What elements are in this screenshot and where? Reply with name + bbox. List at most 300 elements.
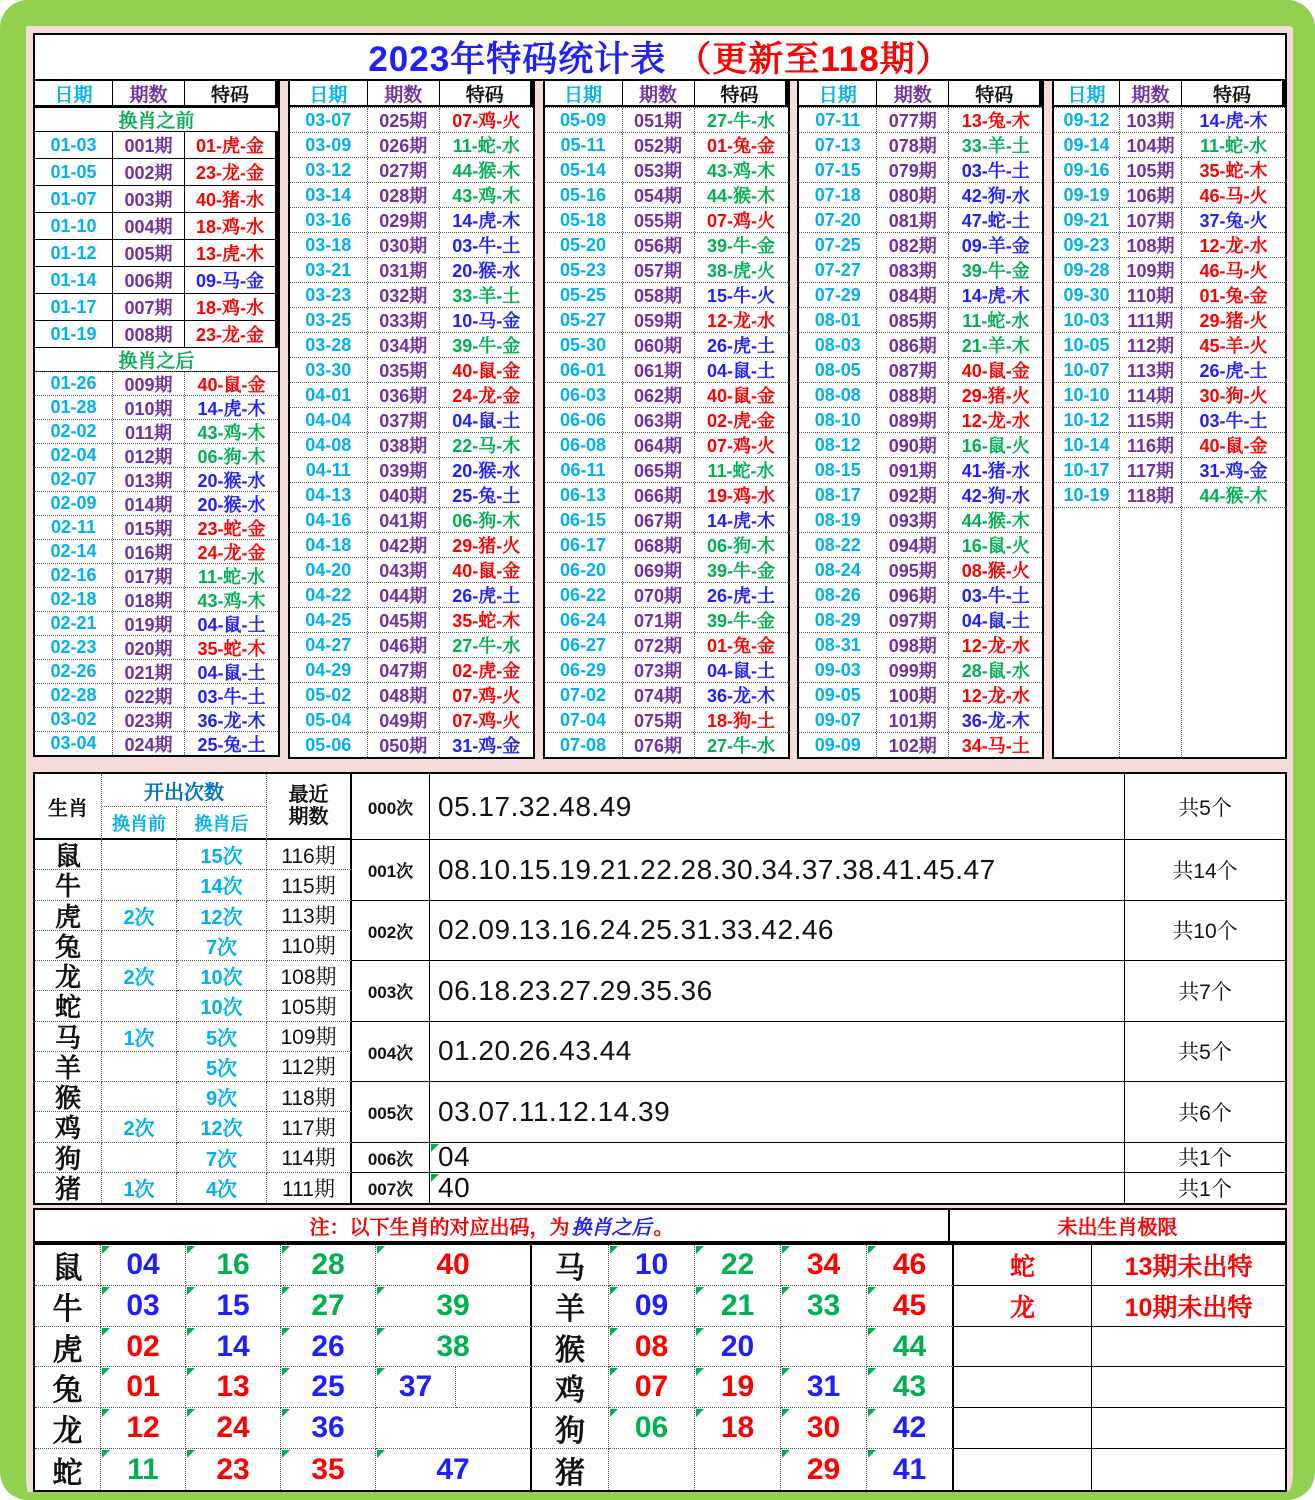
code-cell: 28-鼠-水 xyxy=(961,661,1030,681)
code-cell: 20-猴-水 xyxy=(197,494,266,515)
code-cell: 27-牛-水 xyxy=(452,636,521,656)
group-header-row xyxy=(290,81,533,107)
recent-period-cell: 110期 xyxy=(267,931,352,961)
map-number-cell: 15 xyxy=(186,1286,281,1327)
phase-subheader: 换肖之后 xyxy=(35,347,278,372)
code-cell: 13-虎-木 xyxy=(185,240,278,266)
code-cell: 46-马-火 xyxy=(1199,261,1268,281)
date-cell: 06-03 xyxy=(545,383,623,407)
date-cell: 05-23 xyxy=(545,258,623,282)
date-cell: 05-16 xyxy=(545,183,623,207)
map-number-cell: 10 xyxy=(609,1245,695,1286)
date-cell: 08-10 xyxy=(799,408,877,432)
date-cell: 03-30 xyxy=(290,358,368,382)
map-zodiac-cell: 兔 xyxy=(35,1367,101,1408)
count-before-cell: 2次 xyxy=(102,1112,177,1142)
period-cell: 072期 xyxy=(623,633,695,657)
freq-total-cell: 共7个 xyxy=(1125,961,1285,1022)
count-before-cell xyxy=(102,1082,177,1112)
table-row xyxy=(1054,382,1285,407)
code-cell: 06-狗-木 xyxy=(452,511,521,531)
period-cell: 051期 xyxy=(623,108,695,132)
date-header: 日期 xyxy=(290,81,368,105)
code-cell: 03-牛-土 xyxy=(961,161,1030,181)
date-cell: 03-23 xyxy=(290,283,368,307)
table-row xyxy=(290,157,533,182)
code-cell: 42-狗-水 xyxy=(961,186,1030,206)
date-cell: 06-17 xyxy=(545,533,623,557)
period-cell: 031期 xyxy=(368,258,440,282)
map-number-cell: 29 xyxy=(781,1449,867,1490)
period-cell: 021期 xyxy=(113,660,185,683)
date-cell: 08-08 xyxy=(799,383,877,407)
extreme-zodiac-cell: 龙 xyxy=(954,1286,1092,1327)
recent-period-cell: 113期 xyxy=(267,901,352,931)
code-cell: 14-虎-木 xyxy=(1199,111,1268,131)
table-row xyxy=(1054,182,1285,207)
code-cell: 04-鼠-土 xyxy=(706,661,775,681)
code-cell: 16-鼠-火 xyxy=(961,536,1030,556)
table-row xyxy=(545,182,788,207)
freq-numbers-cell: 04 xyxy=(430,1143,1125,1173)
table-row xyxy=(1054,207,1285,232)
zodiac-cell: 鼠 xyxy=(35,840,102,870)
code-cell: 12-龙-水 xyxy=(706,311,775,331)
count-before-cell: 2次 xyxy=(102,901,177,931)
table-row xyxy=(545,507,788,532)
date-cell: 02-28 xyxy=(35,684,113,707)
code-header: 特码 xyxy=(1182,81,1285,105)
table-row xyxy=(35,293,278,320)
map-number-cell: 30 xyxy=(781,1408,867,1449)
mapping-table xyxy=(33,1243,1287,1492)
period-group-3 xyxy=(543,79,790,759)
table-row xyxy=(545,332,788,357)
table-row xyxy=(35,515,278,539)
count-after-cell: 5次 xyxy=(177,1052,267,1082)
table-row xyxy=(35,731,278,755)
extreme-text-cell xyxy=(1092,1367,1285,1408)
period-cell: 073期 xyxy=(623,658,695,682)
code-cell: 04-鼠-土 xyxy=(961,611,1030,631)
period-cell: 086期 xyxy=(877,333,949,357)
map-number-cell: 18 xyxy=(695,1408,781,1449)
extreme-text-cell xyxy=(1092,1327,1285,1368)
date-cell: 05-02 xyxy=(290,683,368,707)
date-cell: 08-19 xyxy=(799,508,877,532)
map-number-cell: 25 xyxy=(281,1367,376,1408)
map-number-cell: 38 xyxy=(376,1327,532,1368)
map-number-cell: 22 xyxy=(695,1245,781,1286)
period-cell: 005期 xyxy=(113,240,185,266)
table-row xyxy=(545,607,788,632)
table-row xyxy=(1054,357,1285,382)
code-cell: 43-鸡-木 xyxy=(706,161,775,181)
period-cell: 081期 xyxy=(877,208,949,232)
table-row xyxy=(35,659,278,683)
date-header: 日期 xyxy=(799,81,877,105)
group-header-row xyxy=(1054,81,1285,107)
date-cell: 05-14 xyxy=(545,158,623,182)
period-cell: 111期 xyxy=(1120,308,1182,332)
period-cell: 058期 xyxy=(623,283,695,307)
table-row xyxy=(290,582,533,607)
code-cell: 39-牛-金 xyxy=(706,611,775,631)
date-cell: 09-09 xyxy=(799,733,877,757)
period-cell: 087期 xyxy=(877,358,949,382)
date-header: 日期 xyxy=(35,81,113,105)
code-cell: 03-牛-土 xyxy=(452,236,521,256)
count-before-cell xyxy=(102,991,177,1021)
period-cell: 016期 xyxy=(113,540,185,563)
map-zodiac-cell: 龙 xyxy=(35,1408,101,1449)
code-cell: 20-猴-水 xyxy=(452,261,521,281)
code-header: 特码 xyxy=(949,81,1042,105)
recent-period-cell: 111期 xyxy=(267,1173,352,1203)
date-cell: 07-04 xyxy=(545,708,623,732)
table-row xyxy=(290,557,533,582)
period-cell: 079期 xyxy=(877,158,949,182)
date-cell: 10-10 xyxy=(1054,383,1120,407)
period-cell: 083期 xyxy=(877,258,949,282)
freq-total-cell: 共5个 xyxy=(1125,1022,1285,1083)
map-zodiac-cell: 鸡 xyxy=(532,1367,609,1408)
table-row xyxy=(1054,307,1285,332)
period-group-4 xyxy=(797,79,1044,759)
zodiac-cell: 兔 xyxy=(35,931,102,961)
date-cell: 05-30 xyxy=(545,333,623,357)
count-after-cell: 12次 xyxy=(177,1112,267,1142)
table-row xyxy=(35,707,278,731)
date-cell: 01-10 xyxy=(35,213,113,239)
table-row xyxy=(799,707,1042,732)
table-row xyxy=(290,382,533,407)
code-cell: 40-鼠-金 xyxy=(1199,436,1268,456)
code-cell: 42-狗-水 xyxy=(961,486,1030,506)
date-cell: 07-02 xyxy=(545,683,623,707)
period-cell: 040期 xyxy=(368,483,440,507)
code-cell: 36-龙-木 xyxy=(961,711,1030,731)
date-cell: 03-09 xyxy=(290,133,368,157)
code-cell: 11-蛇-水 xyxy=(962,311,1030,331)
map-number-cell: 01 xyxy=(101,1367,186,1408)
map-number-cell: 24 xyxy=(186,1408,281,1449)
code-cell: 13-兔-木 xyxy=(961,111,1030,131)
code-cell: 33-羊-土 xyxy=(452,286,521,306)
table-row xyxy=(1054,232,1285,257)
date-cell: 07-15 xyxy=(799,158,877,182)
map-number-cell: 12 xyxy=(101,1408,186,1449)
date-cell: 06-01 xyxy=(545,358,623,382)
count-after-cell: 10次 xyxy=(177,991,267,1021)
period-cell: 043期 xyxy=(368,558,440,582)
recent-line1: 最近 xyxy=(288,784,329,806)
table-row xyxy=(799,732,1042,757)
date-cell: 05-11 xyxy=(545,133,623,157)
table-row xyxy=(545,682,788,707)
period-cell: 027期 xyxy=(368,158,440,182)
zodiac-cell: 蛇 xyxy=(35,991,102,1021)
table-row xyxy=(35,185,278,212)
date-cell: 03-28 xyxy=(290,333,368,357)
period-cell: 044期 xyxy=(368,583,440,607)
code-cell: 12-龙-水 xyxy=(961,686,1030,706)
date-cell: 02-09 xyxy=(35,492,113,515)
count-before-cell: 2次 xyxy=(102,961,177,991)
map-zodiac-cell: 羊 xyxy=(532,1286,609,1327)
date-cell: 06-11 xyxy=(545,458,623,482)
table-row xyxy=(290,107,533,132)
date-cell: 09-05 xyxy=(799,683,877,707)
date-cell: 01-07 xyxy=(35,186,113,212)
date-cell: 10-12 xyxy=(1054,408,1120,432)
empty-filler-row xyxy=(1054,507,1285,757)
period-cell: 033期 xyxy=(368,308,440,332)
map-zodiac-cell: 鼠 xyxy=(35,1245,101,1286)
code-cell: 43-鸡-木 xyxy=(197,422,266,443)
period-cell: 118期 xyxy=(1120,483,1182,507)
title-main: 2023年特码统计表 xyxy=(368,40,667,79)
map-number-cell: 43 xyxy=(867,1367,954,1408)
table-row xyxy=(35,539,278,563)
code-cell: 27-牛-水 xyxy=(706,736,775,756)
date-cell: 06-20 xyxy=(545,558,623,582)
table-row xyxy=(545,532,788,557)
period-header: 期数 xyxy=(368,81,440,105)
date-cell: 09-23 xyxy=(1054,233,1120,257)
code-cell: 12-龙-水 xyxy=(961,636,1030,656)
table-row xyxy=(799,382,1042,407)
freq-total-cell: 共14个 xyxy=(1125,840,1285,901)
date-cell: 08-29 xyxy=(799,608,877,632)
code-cell: 03-牛-土 xyxy=(961,586,1030,606)
zodiac-cell: 马 xyxy=(35,1022,102,1052)
period-cell: 085期 xyxy=(877,308,949,332)
period-cell: 054期 xyxy=(623,183,695,207)
period-group-1 xyxy=(33,79,280,757)
code-cell: 40-鼠-金 xyxy=(197,374,266,395)
code-cell: 26-虎-土 xyxy=(706,336,775,356)
code-cell: 44-猴-木 xyxy=(1199,486,1268,506)
code-cell: 04-鼠-土 xyxy=(706,361,775,381)
period-cell: 036期 xyxy=(368,383,440,407)
date-cell: 07-13 xyxy=(799,133,877,157)
date-cell: 10-05 xyxy=(1054,333,1120,357)
period-cell: 066期 xyxy=(623,483,695,507)
map-zodiac-cell: 蛇 xyxy=(35,1449,101,1490)
period-header: 期数 xyxy=(113,81,185,105)
group-header-row xyxy=(545,81,788,107)
date-cell: 05-04 xyxy=(290,708,368,732)
note-highlight: 换肖之后 xyxy=(571,1217,652,1239)
map-number-cell: 34 xyxy=(781,1245,867,1286)
map-number-cell: 37 xyxy=(376,1367,456,1408)
table-row xyxy=(799,107,1042,132)
code-cell: 35-蛇-木 xyxy=(197,638,266,659)
recent-period-cell: 108期 xyxy=(267,961,352,991)
extreme-text-cell: 10期未出特 xyxy=(1092,1286,1285,1327)
note-bar xyxy=(33,1208,1287,1243)
period-cell: 029期 xyxy=(368,208,440,232)
map-number-cell xyxy=(609,1449,695,1490)
table-row xyxy=(35,635,278,659)
freq-label-cell: 000次 xyxy=(352,774,430,840)
code-cell: 44-猴-木 xyxy=(706,186,775,206)
map-number-cell: 02 xyxy=(101,1327,186,1368)
code-cell: 14-虎-木 xyxy=(452,211,521,231)
code-cell: 14-虎-木 xyxy=(197,398,266,419)
zodiac-cell: 猪 xyxy=(35,1173,102,1203)
period-cell: 006期 xyxy=(113,267,185,293)
recent-line2: 期数 xyxy=(288,806,329,828)
date-cell: 07-18 xyxy=(799,183,877,207)
period-cell: 013期 xyxy=(113,468,185,491)
period-cell: 082期 xyxy=(877,233,949,257)
period-cell: 114期 xyxy=(1120,383,1182,407)
table-row xyxy=(799,207,1042,232)
empty-cell xyxy=(1054,508,1120,757)
date-cell: 07-27 xyxy=(799,258,877,282)
table-row xyxy=(545,132,788,157)
date-cell: 02-04 xyxy=(35,444,113,467)
code-cell: 03-牛-土 xyxy=(1199,411,1268,431)
table-row xyxy=(799,257,1042,282)
freq-total-cell: 共1个 xyxy=(1178,1177,1232,1201)
table-row xyxy=(290,707,533,732)
empty-cell xyxy=(1182,508,1285,757)
table-row xyxy=(799,682,1042,707)
date-cell: 08-01 xyxy=(799,308,877,332)
table-row xyxy=(545,707,788,732)
table-row xyxy=(35,419,278,443)
table-row xyxy=(799,357,1042,382)
period-cell: 009期 xyxy=(113,372,185,395)
table-row xyxy=(35,683,278,707)
period-cell: 108期 xyxy=(1120,233,1182,257)
code-cell: 04-鼠-土 xyxy=(197,662,266,683)
recent-period-cell: 112期 xyxy=(267,1052,352,1082)
code-cell: 06-狗-木 xyxy=(197,446,266,467)
period-cell: 067期 xyxy=(623,508,695,532)
map-zodiac-cell: 虎 xyxy=(35,1327,101,1368)
map-number-cell: 36 xyxy=(281,1408,376,1449)
period-cell: 008期 xyxy=(113,321,185,347)
recent-period-cell: 117期 xyxy=(267,1112,352,1142)
period-cell: 026期 xyxy=(368,133,440,157)
date-cell: 05-09 xyxy=(545,108,623,132)
table-row xyxy=(799,407,1042,432)
period-cell: 049期 xyxy=(368,708,440,732)
table-row xyxy=(545,357,788,382)
table-row xyxy=(799,532,1042,557)
period-cell: 112期 xyxy=(1120,333,1182,357)
code-cell: 07-鸡-火 xyxy=(706,211,775,231)
period-group-5 xyxy=(1052,79,1287,759)
freq-total-cell: 共6个 xyxy=(1125,1082,1285,1143)
period-cell: 028期 xyxy=(368,183,440,207)
period-cell: 094期 xyxy=(877,533,949,557)
date-cell: 06-22 xyxy=(545,583,623,607)
date-cell: 06-29 xyxy=(545,658,623,682)
period-cell: 060期 xyxy=(623,333,695,357)
period-cell: 101期 xyxy=(877,708,949,732)
period-cell: 059期 xyxy=(623,308,695,332)
table-row xyxy=(290,332,533,357)
code-cell: 40-鼠-金 xyxy=(452,361,521,381)
date-cell: 01-03 xyxy=(35,132,113,158)
table-row xyxy=(290,282,533,307)
period-cell: 093期 xyxy=(877,508,949,532)
period-cell: 116期 xyxy=(1120,433,1182,457)
period-cell: 007期 xyxy=(113,294,185,320)
period-cell: 105期 xyxy=(1120,158,1182,182)
period-cell: 053期 xyxy=(623,158,695,182)
period-cell: 099期 xyxy=(877,658,949,682)
zodiac-cell: 龙 xyxy=(35,961,102,991)
table-row xyxy=(545,207,788,232)
map-number-cell: 08 xyxy=(609,1327,695,1368)
count-before-cell xyxy=(102,931,177,961)
period-cell: 109期 xyxy=(1120,258,1182,282)
code-cell: 19-鸡-水 xyxy=(706,486,775,506)
period-cell: 097期 xyxy=(877,608,949,632)
table-row xyxy=(545,282,788,307)
group-header-row xyxy=(799,81,1042,107)
period-cell: 106期 xyxy=(1120,183,1182,207)
period-cell: 091期 xyxy=(877,458,949,482)
period-cell: 056期 xyxy=(623,233,695,257)
period-cell: 047期 xyxy=(368,658,440,682)
code-cell: 34-马-土 xyxy=(961,736,1030,756)
extreme-text-cell: 13期未出特 xyxy=(1092,1245,1285,1286)
table-row xyxy=(799,307,1042,332)
period-cell: 024期 xyxy=(113,732,185,755)
table-row xyxy=(545,407,788,432)
count-after-cell: 7次 xyxy=(177,1143,267,1173)
table-row xyxy=(1054,257,1285,282)
date-cell: 01-12 xyxy=(35,240,113,266)
map-number-cell: 47 xyxy=(376,1449,532,1490)
table-row xyxy=(290,207,533,232)
date-cell: 04-22 xyxy=(290,583,368,607)
code-cell: 12-龙-水 xyxy=(961,411,1030,431)
date-cell: 04-27 xyxy=(290,633,368,657)
period-cell: 113期 xyxy=(1120,358,1182,382)
map-number-cell: 44 xyxy=(867,1327,954,1368)
period-cell: 070期 xyxy=(623,583,695,607)
code-cell: 26-虎-土 xyxy=(1199,361,1268,381)
period-cell: 017期 xyxy=(113,564,185,587)
code-cell: 40-鼠-金 xyxy=(961,361,1030,381)
date-cell: 09-03 xyxy=(799,658,877,682)
date-cell: 01-14 xyxy=(35,267,113,293)
date-cell: 07-11 xyxy=(799,108,877,132)
freq-label-cell: 004次 xyxy=(352,1022,430,1083)
period-cell: 071期 xyxy=(623,608,695,632)
map-number-cell: 03 xyxy=(101,1286,186,1327)
table-row xyxy=(290,732,533,757)
table-row xyxy=(799,182,1042,207)
table-row xyxy=(35,467,278,491)
map-number-cell: 40 xyxy=(376,1245,532,1286)
stats-table xyxy=(33,772,1287,1205)
extreme-zodiac-cell xyxy=(954,1408,1092,1449)
table-row xyxy=(35,371,278,395)
map-number-cell: 31 xyxy=(781,1367,867,1408)
table-row xyxy=(545,632,788,657)
date-cell: 10-19 xyxy=(1054,483,1120,507)
extreme-text-cell xyxy=(1092,1408,1285,1449)
